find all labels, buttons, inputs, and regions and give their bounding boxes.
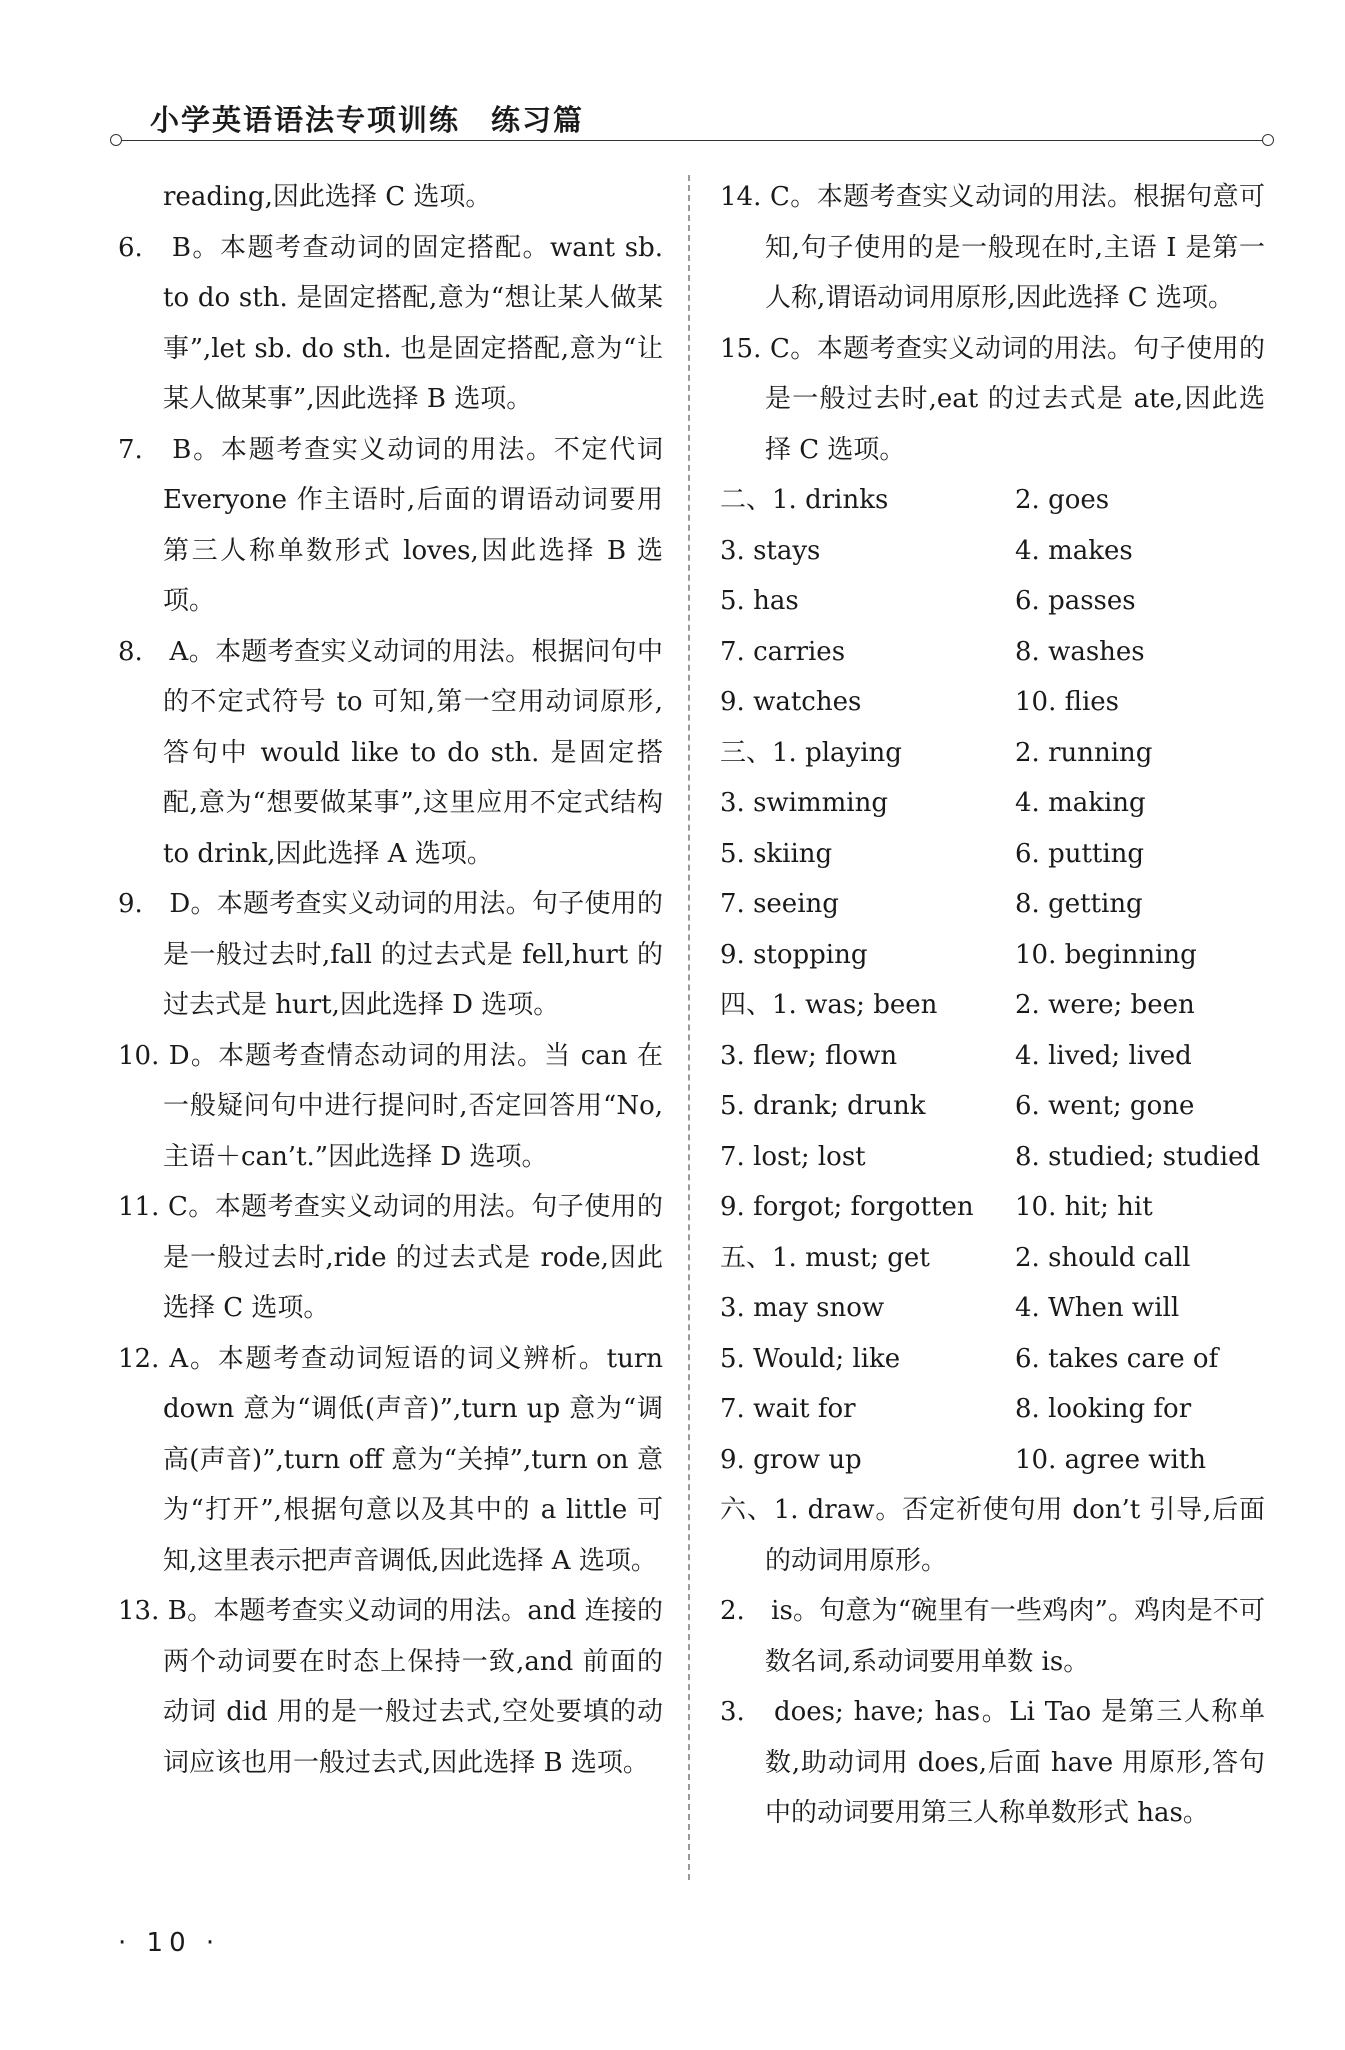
answer-paragraph: 3. does; have; has。Li Tao 是第三人称单数,助动词用 does,后面 have 用原形,答句中的动词要用第三人称单数形式 has。 [720,1697,1265,1828]
header-rule-left-ornament [110,134,122,146]
answer-cell: 4. lived; lived [1015,1040,1192,1071]
answer-cell: 6. passes [1015,586,1136,616]
answer-cell: 7. carries [720,636,846,667]
answer-cell: 5. skiing [720,838,833,869]
answer-row [720,576,1265,627]
answer-cell: 5. drank; drunk [720,1091,926,1121]
answer-cell: 2. were; been [1015,990,1195,1020]
answer-paragraph: 2. is。句意为“碗里有一些鸡肉”。鸡肉是不可数名词,系动词要用单数 is。 [720,1596,1265,1677]
answer-row [720,1182,1265,1233]
answer-cell: 6. takes care of [1015,1343,1219,1374]
answer-row [720,1384,1265,1435]
answer-cell: 6. went; gone [1015,1091,1195,1121]
page-header-title: 小学英语语法专项训练 练习篇 [150,103,585,137]
answer-cell: 10. flies [1015,687,1119,717]
answer-row [720,1334,1265,1385]
answer-row [720,879,1265,930]
answer-row [720,526,1265,577]
answer-row [720,627,1265,678]
answer-cell: 9. grow up [720,1444,862,1475]
answer-cell: 5. has [720,586,799,616]
answer-paragraph: 8. A。本题考查实义动词的用法。根据问句中的不定式符号 to 可知,第一空用动词原形,答句中 would like to do sth. 是固定搭配,意为“想要做某事”,这里应用不定式结构 to drink,因此选择 A 选项。 [118,636,663,869]
answer-paragraph: 15. C。本题考查实义动词的用法。句子使用的是一般过去时,eat 的过去式是 ate,因此选择 C 选项。 [720,333,1265,465]
answer-grid [720,475,1265,1485]
answer-row [720,1081,1265,1132]
left-column [118,172,663,1788]
answer-cell: 四、1. was; been [720,990,938,1020]
answer-cell: 2. goes [1015,485,1110,515]
answer-cell: 二、1. drinks [720,485,889,515]
answer-cell: 9. watches [720,687,862,717]
answer-cell: 2. should call [1015,1242,1191,1273]
answer-paragraph: 六、1. draw。否定祈使句用 don’t 引导,后面的动词用原形。 [720,1495,1265,1576]
answer-row [720,980,1265,1031]
answer-cell: 7. seeing [720,889,839,919]
answer-cell: 三、1. playing [720,737,902,768]
answer-row [720,829,1265,880]
answer-paragraph: 7. B。本题考查实义动词的用法。不定代词 Everyone 作主语时,后面的谓语动词要用第三人称单数形式 loves,因此选择 B 选项。 [118,434,663,616]
header-rule [122,140,1262,141]
answer-row [720,1233,1265,1284]
answer-row [720,1435,1265,1486]
answer-row [720,778,1265,829]
answer-cell: 10. beginning [1015,939,1197,970]
answer-paragraph: reading,因此选择 C 选项。 [163,182,492,212]
answer-paragraph: 6. B。本题考查动词的固定搭配。want sb. to do sth. 是固定搭配,意为“想让某人做某事”,let sb. do sth. 也是固定搭配,意为“让某人做某事”,因此选择 B 选项。 [118,232,663,414]
answer-paragraph: 11. C。本题考查实义动词的用法。句子使用的是一般过去时,ride 的过去式是 rode,因此选择 C 选项。 [118,1192,663,1323]
answer-cell: 10. hit; hit [1015,1192,1153,1222]
answer-paragraph: 14. C。本题考查实义动词的用法。根据句意可知,句子使用的是一般现在时,主语 I 是第一人称,谓语动词用原形,因此选择 C 选项。 [720,182,1265,313]
answer-cell: 7. wait for [720,1394,856,1424]
answer-cell: 10. agree with [1015,1444,1206,1475]
answer-cell: 9. forgot; forgotten [720,1192,974,1222]
header-rule-right-ornament [1262,134,1274,146]
column-divider [688,175,690,1880]
answer-row [720,475,1265,526]
answer-cell: 8. getting [1015,889,1143,919]
answer-cell: 五、1. must; get [720,1242,930,1273]
answer-cell: 9. stopping [720,939,868,970]
answer-paragraph: 13. B。本题考查实义动词的用法。and 连接的两个动词要在时态上保持一致,and 前面的动词 did 用的是一般过去式,空处要填的动词应该也用一般过去式,因此选择 B 选项。 [118,1596,663,1778]
answer-row [720,1132,1265,1183]
answer-cell: 6. putting [1015,838,1145,869]
right-column [720,172,1265,1839]
answer-cell: 4. makes [1015,535,1133,566]
answer-row [720,930,1265,981]
answer-paragraph: 9. D。本题考查实义动词的用法。句子使用的是一般过去时,fall 的过去式是 fell,hurt 的过去式是 hurt,因此选择 D 选项。 [118,889,663,1020]
answer-paragraph: 12. A。本题考查动词短语的词义辨析。turn down 意为“调低(声音)”,turn up 意为“调高(声音)”,turn off 意为“关掉”,turn on 意为“打开”,根据句意以及其中的 a little 可知,这里表示把声音调低,因此选择 A 选项。 [118,1343,663,1576]
answer-cell: 2. running [1015,737,1153,768]
answer-row [720,677,1265,728]
answer-cell: 3. may snow [720,1293,885,1323]
answer-cell: 5. Would; like [720,1343,901,1374]
page-number: · 10 · [118,1928,221,1958]
answer-cell: 3. flew; flown [720,1040,898,1071]
answer-paragraph: 10. D。本题考查情态动词的用法。当 can 在一般疑问句中进行提问时,否定回答用“No, 主语＋can’t.”因此选择 D 选项。 [118,1040,663,1172]
answer-row [720,1031,1265,1082]
answer-cell: 8. washes [1015,636,1145,667]
answer-cell: 3. swimming [720,788,888,818]
answer-row [720,1283,1265,1334]
answer-cell: 3. stays [720,535,821,566]
answer-cell: 4. making [1015,788,1146,818]
answer-row [720,728,1265,779]
answer-cell: 8. looking for [1015,1394,1192,1424]
answer-cell: 8. studied; studied [1015,1141,1261,1172]
answer-cell: 7. lost; lost [720,1141,866,1172]
answer-cell: 4. When will [1015,1293,1180,1323]
